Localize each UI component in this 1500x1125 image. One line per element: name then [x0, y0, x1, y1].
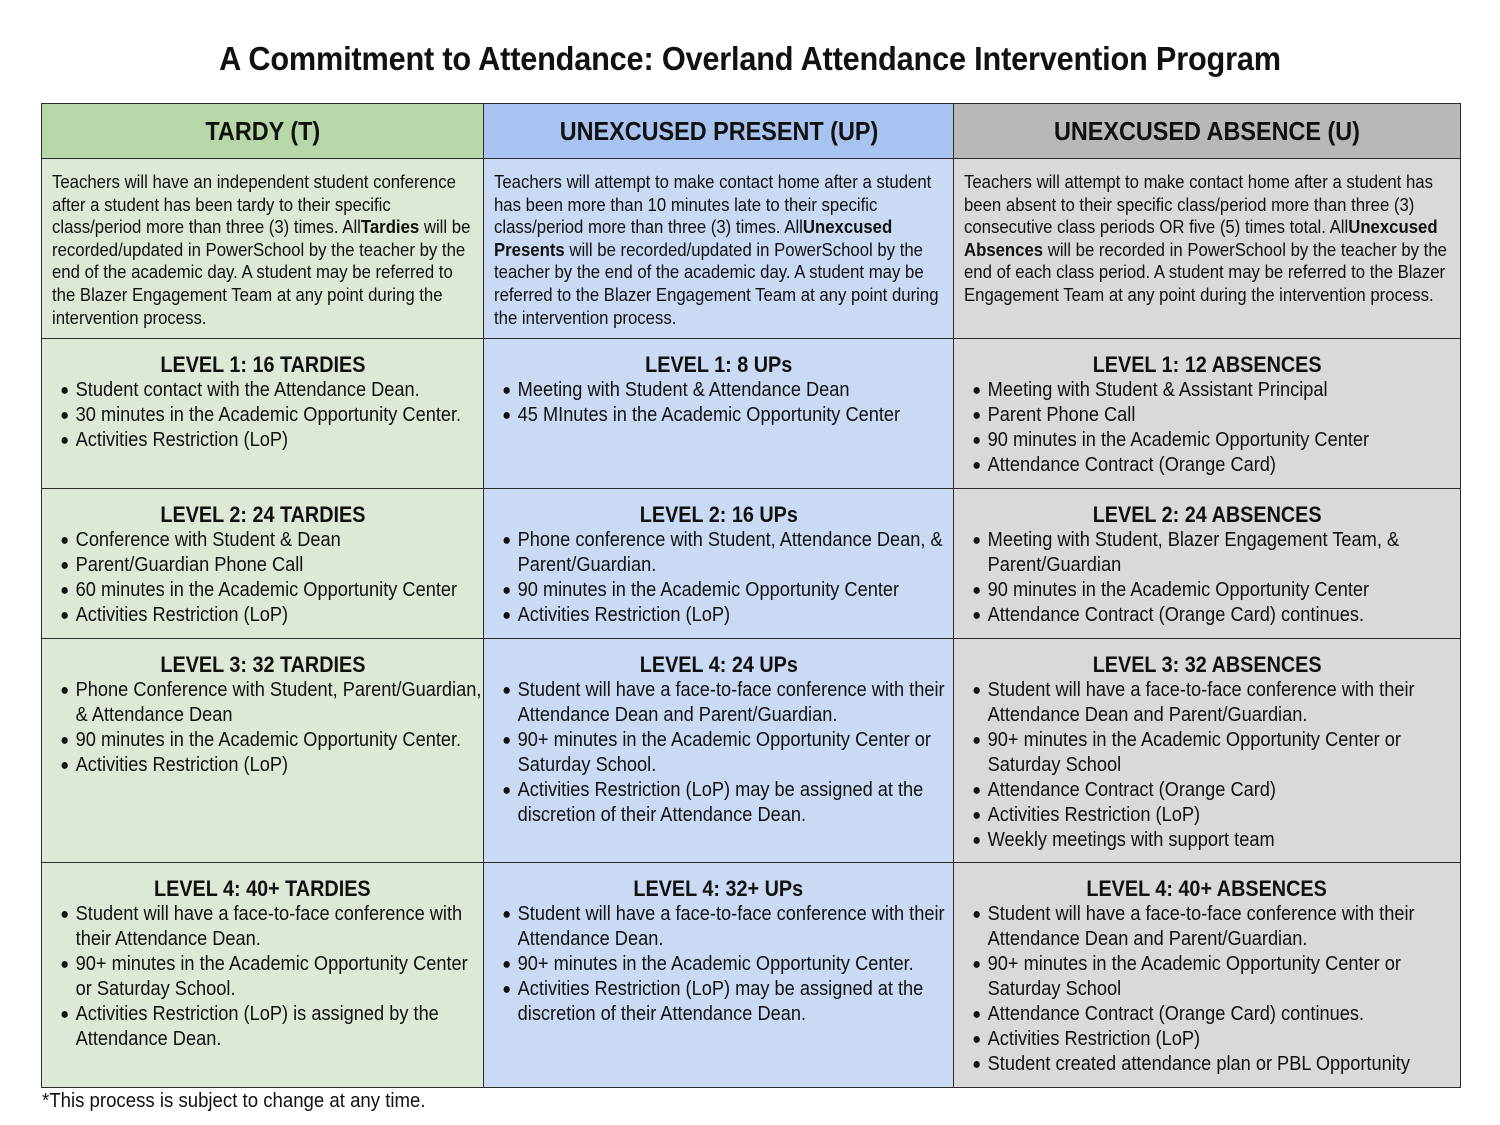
- level-title: LEVEL 1: 8 UPs: [644, 352, 793, 377]
- header-unexcused-absence: UNEXCUSED ABSENCE (U): [954, 104, 1461, 159]
- list-item: ● Meeting with Student & Assistant Principal: [972, 378, 1460, 403]
- list-item: ● Activities Restriction (LoP): [502, 603, 953, 628]
- level-title: LEVEL 2: 16 UPs: [639, 502, 798, 527]
- level-title: LEVEL 3: 32 TARDIES: [159, 652, 366, 677]
- level-bullet-list: [954, 378, 1460, 478]
- level-bullet-list: [484, 528, 954, 628]
- list-item: ● Weekly meetings with support team: [972, 828, 1460, 853]
- list-item: ● Activities Restriction (LoP): [972, 803, 1460, 828]
- level-2-unexcused-absence-cell: [954, 489, 1461, 639]
- list-item: ● 90 minutes in the Academic Opportunity Center.: [60, 728, 483, 753]
- list-item: ● 45 MInutes in the Academic Opportunity Center: [502, 403, 953, 428]
- level-bullet-list: [42, 902, 484, 1052]
- level-bullet-list: [484, 378, 954, 428]
- level-row: [42, 863, 1461, 1088]
- list-item: ● Activities Restriction (LoP) may be assigned at the discretion of their Attendance Dean.: [502, 977, 953, 1027]
- list-item: ● 90 minutes in the Academic Opportunity Center: [972, 578, 1460, 603]
- level-bullet-list: [954, 902, 1460, 1077]
- description-unexcused-present: Teachers will attempt to make contact home after a student has been more than 10 minutes late to their specific class/period more than three (3) times. AllUnexcused Presents will be recorded/updated in PowerSchool by the teacher by the end of the academic day. A student may be referred to the Blazer Engagement Team at any point during the intervention process.: [484, 159, 954, 339]
- list-item: ● Student contact with the Attendance Dean.: [60, 378, 483, 403]
- header-row: [42, 104, 1461, 159]
- level-row: [42, 489, 1461, 639]
- level-bullet-list: [42, 528, 484, 628]
- list-item: ● Activities Restriction (LoP) is assigned by the Attendance Dean.: [60, 1002, 483, 1052]
- list-item: ● Parent/Guardian Phone Call: [60, 553, 483, 578]
- list-item: ● 90+ minutes in the Academic Opportunity Center or Saturday School: [972, 728, 1460, 778]
- list-item: ● Activities Restriction (LoP): [60, 603, 483, 628]
- level-bullet-list: [42, 378, 484, 453]
- list-item: ● Activities Restriction (LoP) may be assigned at the discretion of their Attendance Dean.: [502, 778, 953, 828]
- list-item: ● Student will have a face-to-face conference with their Attendance Dean and Parent/Guardian.: [972, 902, 1460, 952]
- list-item: ● Meeting with Student & Attendance Dean: [502, 378, 953, 403]
- footnote: *This process is subject to change at any time.: [42, 1090, 426, 1112]
- level-title: LEVEL 4: 40+ ABSENCES: [1086, 876, 1328, 901]
- level-bullet-list: [484, 678, 954, 828]
- list-item: ● Activities Restriction (LoP): [60, 428, 483, 453]
- level-bullet-list: [42, 678, 484, 778]
- list-item: ● Attendance Contract (Orange Card): [972, 453, 1460, 478]
- level-title: LEVEL 2: 24 ABSENCES: [1092, 502, 1322, 527]
- list-item: ● Conference with Student & Dean: [60, 528, 483, 553]
- level-1-unexcused-absence-cell: [954, 339, 1461, 489]
- level-title: LEVEL 4: 24 UPs: [639, 652, 798, 677]
- level-2-unexcused-present-cell: [484, 489, 954, 639]
- list-item: ● 90 minutes in the Academic Opportunity Center: [972, 428, 1460, 453]
- level-3-unexcused-present-cell: [484, 639, 954, 863]
- list-item: ● Student will have a face-to-face conference with their Attendance Dean and Parent/Guardian.: [972, 678, 1460, 728]
- list-item: ● 90 minutes in the Academic Opportunity Center: [502, 578, 953, 603]
- header-tardy: TARDY (T): [42, 104, 484, 159]
- list-item: ● Phone Conference with Student, Parent/Guardian, & Attendance Dean: [60, 678, 483, 728]
- list-item: ● Attendance Contract (Orange Card): [972, 778, 1460, 803]
- list-item: ● 90+ minutes in the Academic Opportunity Center or Saturday School.: [60, 952, 483, 1002]
- level-bullet-list: [954, 678, 1460, 853]
- list-item: ● 30 minutes in the Academic Opportunity Center.: [60, 403, 483, 428]
- level-row: [42, 639, 1461, 863]
- level-title: LEVEL 3: 32 ABSENCES: [1092, 652, 1322, 677]
- level-1-unexcused-present-cell: [484, 339, 954, 489]
- level-3-tardy-cell: [42, 639, 484, 863]
- page-title: A Commitment to Attendance: Overland Attendance Intervention Program: [219, 40, 1281, 77]
- description-tardy: Teachers will have an independent student conference after a student has been tardy to their specific class/period more than three (3) times. AllTardies will be recorded/updated in PowerSchool by the teacher by the end of the academic day. A student may be referred to the Blazer Engagement Team at any point during the intervention process.: [42, 159, 484, 339]
- list-item: ● Activities Restriction (LoP): [60, 753, 483, 778]
- level-title: LEVEL 4: 40+ TARDIES: [154, 876, 371, 901]
- level-2-tardy-cell: [42, 489, 484, 639]
- list-item: ● Parent Phone Call: [972, 403, 1460, 428]
- list-item: ● Student will have a face-to-face conference with their Attendance Dean.: [60, 902, 483, 952]
- list-item: ● Phone conference with Student, Attendance Dean, & Parent/Guardian.: [502, 528, 953, 578]
- level-title: LEVEL 4: 32+ UPs: [633, 876, 804, 901]
- header-unexcused-present: UNEXCUSED PRESENT (UP): [484, 104, 954, 159]
- list-item: ● 90+ minutes in the Academic Opportunity Center.: [502, 952, 953, 977]
- level-bullet-list: [484, 902, 954, 1027]
- list-item: ● Student will have a face-to-face conference with their Attendance Dean and Parent/Guardian.: [502, 678, 953, 728]
- list-item: ● Student created attendance plan or PBL Opportunity: [972, 1052, 1460, 1077]
- level-3-unexcused-absence-cell: [954, 639, 1461, 863]
- level-4-unexcused-absence-cell: [954, 863, 1461, 1088]
- list-item: ● 90+ minutes in the Academic Opportunity Center or Saturday School: [972, 952, 1460, 1002]
- level-4-unexcused-present-cell: [484, 863, 954, 1088]
- level-title: LEVEL 1: 16 TARDIES: [159, 352, 366, 377]
- level-row: [42, 339, 1461, 489]
- level-title: LEVEL 2: 24 TARDIES: [159, 502, 366, 527]
- description-row: [42, 159, 1461, 339]
- level-bullet-list: [954, 528, 1460, 628]
- list-item: ● Activities Restriction (LoP): [972, 1027, 1460, 1052]
- list-item: ● Attendance Contract (Orange Card) continues.: [972, 1002, 1460, 1027]
- list-item: ● Student will have a face-to-face conference with their Attendance Dean.: [502, 902, 953, 952]
- level-1-tardy-cell: [42, 339, 484, 489]
- list-item: ● 90+ minutes in the Academic Opportunity Center or Saturday School.: [502, 728, 953, 778]
- list-item: ● 60 minutes in the Academic Opportunity Center: [60, 578, 483, 603]
- level-title: LEVEL 1: 12 ABSENCES: [1092, 352, 1322, 377]
- list-item: ● Meeting with Student, Blazer Engagement Team, & Parent/Guardian: [972, 528, 1460, 578]
- level-4-tardy-cell: [42, 863, 484, 1088]
- list-item: ● Attendance Contract (Orange Card) continues.: [972, 603, 1460, 628]
- description-unexcused-absence: Teachers will attempt to make contact home after a student has been absent to their specific class/period more than three (3) consecutive class periods OR five (5) times total. AllUnexcused Absences will be recorded in PowerSchool by the teacher by the end of each class period. A student may be referred to the Blazer Engagement Team at any point during the intervention process.: [954, 159, 1461, 339]
- intervention-table: [41, 103, 1461, 1088]
